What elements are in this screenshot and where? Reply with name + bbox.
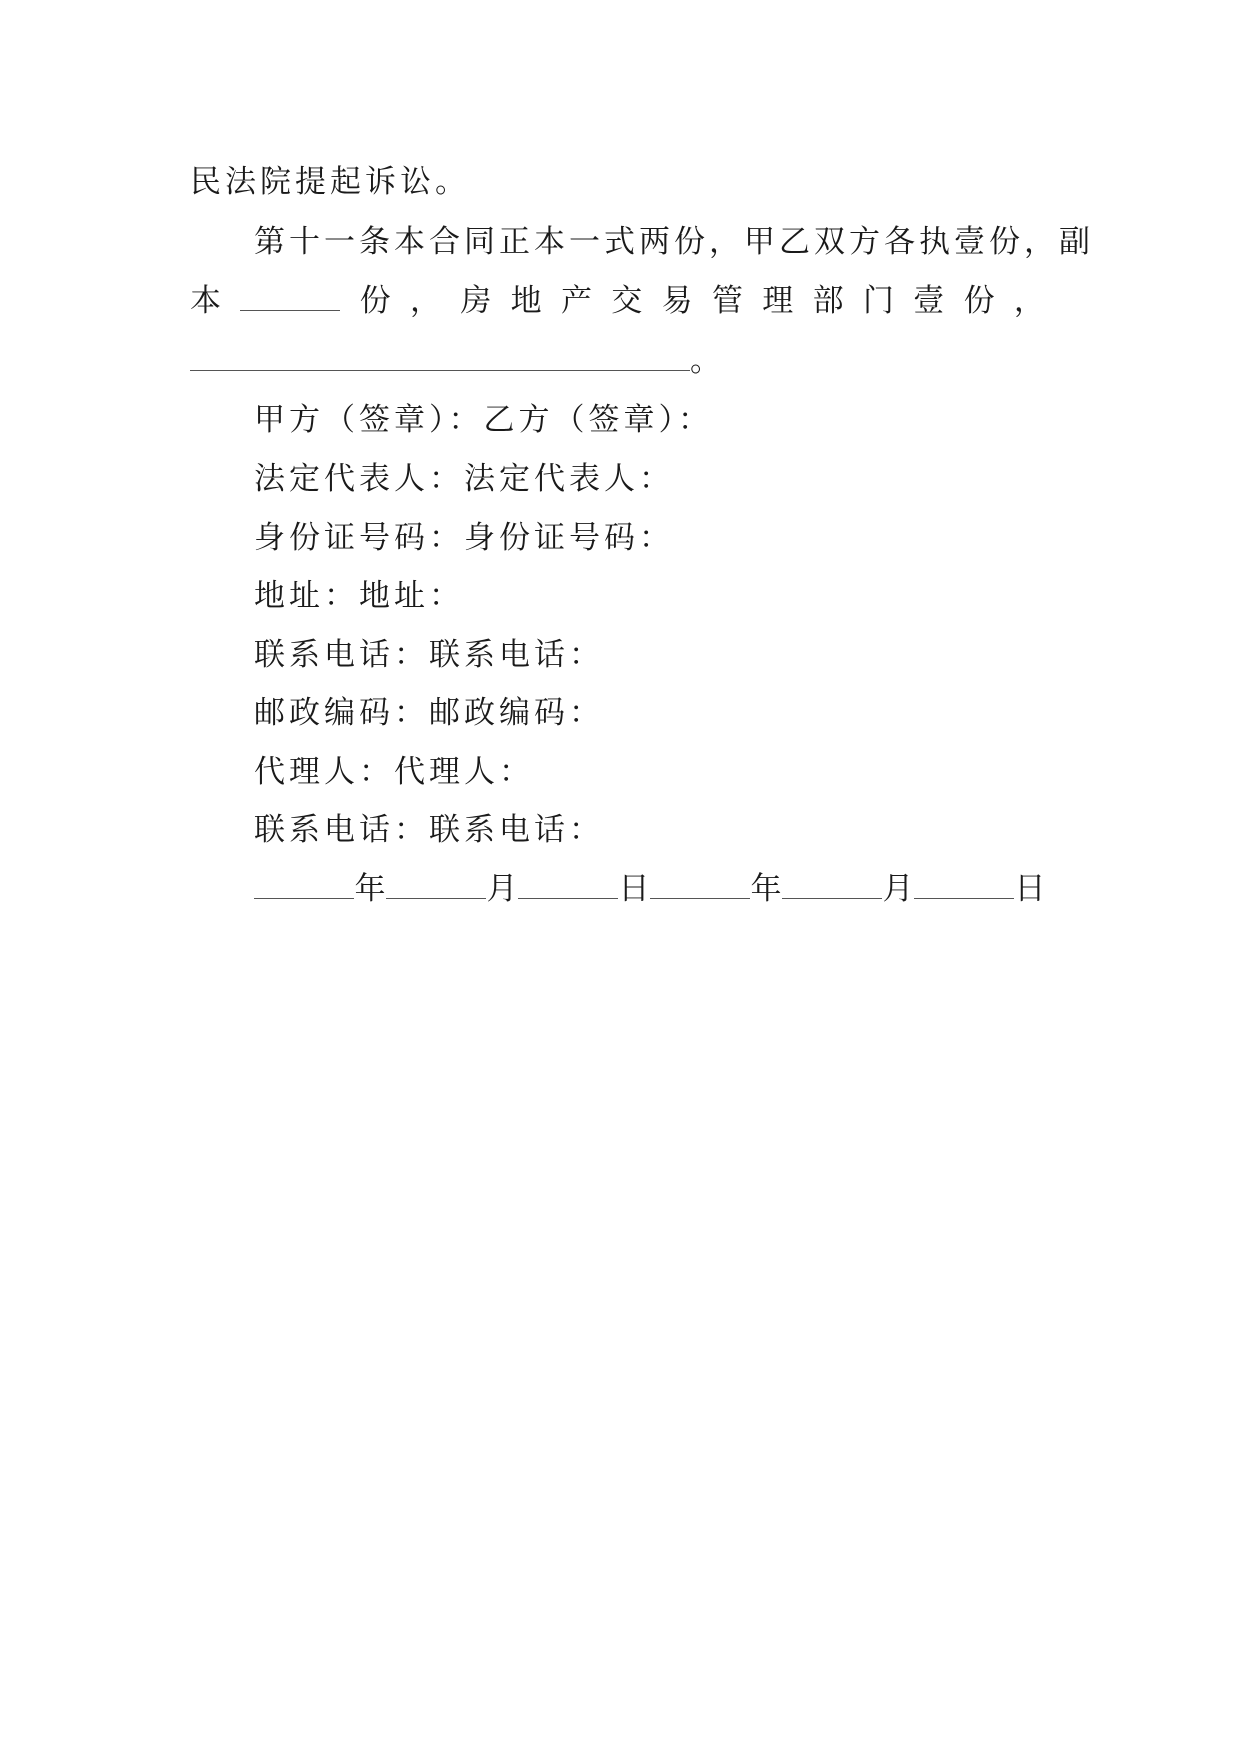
date-unit: 日	[1014, 871, 1046, 907]
date-unit: 年	[750, 871, 782, 907]
clause-11-line-2	[190, 281, 1045, 321]
date-unit: 月	[882, 871, 914, 907]
long-blank	[190, 342, 690, 371]
text-line-lawsuit: 民法院提起诉讼。	[190, 164, 470, 200]
field-agent: 代理人：代理人：	[254, 754, 534, 790]
date-unit: 日	[618, 871, 650, 907]
date-row	[254, 869, 1046, 909]
year-blank	[254, 870, 354, 899]
date-unit: 年	[354, 871, 386, 907]
char: ，	[409, 283, 441, 319]
char: 地	[510, 283, 542, 319]
char: 交	[611, 283, 643, 319]
char: 理	[762, 283, 794, 319]
char: 管	[711, 283, 743, 319]
day-blank	[914, 870, 1014, 899]
period: 。	[690, 343, 721, 379]
char: 本	[190, 283, 221, 319]
char: 房	[460, 283, 492, 319]
field-postal-code: 邮政编码：邮政编码：	[254, 695, 604, 731]
char: 易	[661, 283, 693, 319]
char: 门	[862, 283, 894, 319]
char: 部	[812, 283, 844, 319]
field-address: 地址：地址：	[254, 578, 464, 614]
char: 份	[963, 283, 995, 319]
char: 壹	[913, 283, 945, 319]
month-blank	[782, 870, 882, 899]
char: 产	[560, 283, 592, 319]
char: 份	[359, 283, 391, 319]
field-agent-phone: 联系电话：联系电话：	[254, 812, 604, 848]
year-blank	[650, 870, 750, 899]
field-id-number: 身份证号码：身份证号码：	[254, 520, 674, 556]
copies-blank	[240, 282, 340, 311]
field-party-signature: 甲方（签章）：乙方（签章）：	[254, 402, 713, 438]
clause-11-line-3	[190, 341, 721, 381]
clause-11-line-1: 第十一条本合同正本一式两份，甲乙双方各执壹份，副	[254, 224, 1094, 260]
month-blank	[386, 870, 486, 899]
day-blank	[518, 870, 618, 899]
field-phone: 联系电话：联系电话：	[254, 637, 604, 673]
date-unit: 月	[486, 871, 518, 907]
field-legal-representative: 法定代表人：法定代表人：	[254, 461, 674, 497]
char: ，	[1013, 283, 1045, 319]
